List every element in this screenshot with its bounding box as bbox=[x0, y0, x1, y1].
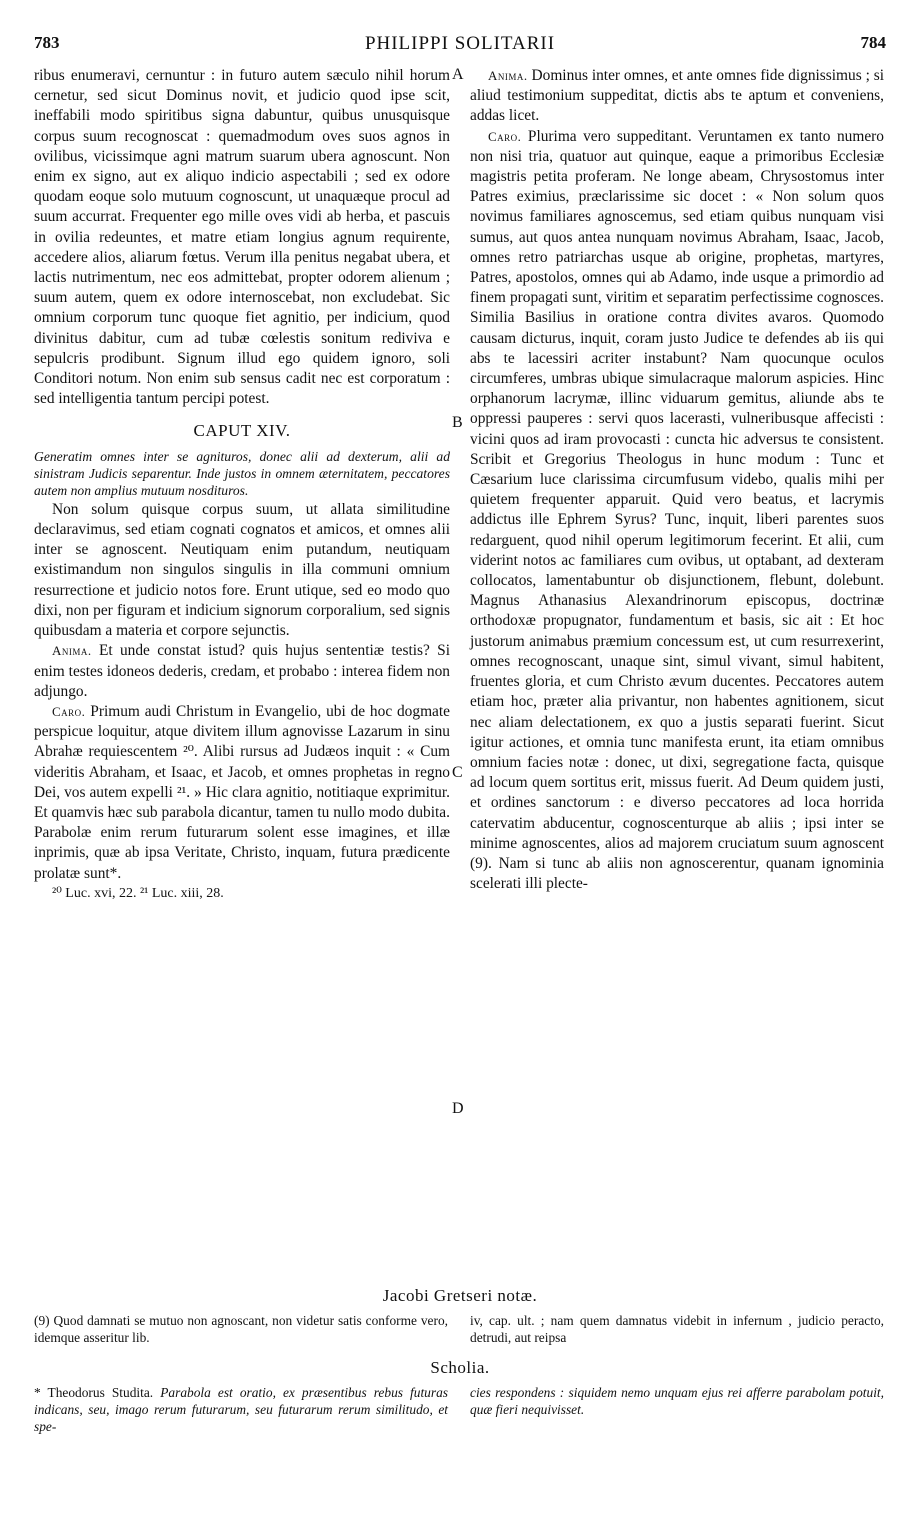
left-paragraph-3-text: Et unde constat istud? quis hujus sententiæ testis? Si enim testes idoneos dederis, credam, et probabo : interea fidem non adjungo. bbox=[34, 642, 450, 700]
page-number-left: 783 bbox=[34, 33, 60, 52]
right-paragraph-1-text: Dominus inter omnes, et ante omnes fide dignissimus ; si aliud testimonium suppeditat, dictis abs te aptum et conveniens, addas licet. bbox=[470, 67, 884, 125]
right-paragraph-1 bbox=[470, 66, 884, 127]
right-paragraph-2-text: Plurima vero suppeditant. Veruntamen ex tanto numero non nisi tria, quatuor aut quinque, eaque a primoribus Ecclesiæ magistris petita proferam. Ne longe abeam, Chrysostomus inter Patres eximius, præclarissime sic docet : « Non solum quos novimus familiares agnoscemus, sed etiam quibus nunquam visi sumus, aut quos antea nunquam novimus Abraham, Isaac, Jacob, omnes retro patriarchas usque ab origine, prophetas, martyres, Patres, apostolos, omnes qui ab Adamo, inde usque a primordio ad finem propagati sunt, viritim et separatim perfectissime cognosces. Similia Basilius in oratione contra divites avaros. Quomodo causam dicturus, inquit, coram justo Judice te defendes ab iis qui abs te lacessiri acriter instabunt? Nam quocunque oculos circumferes, umbras ubique simulacraque malorum aspicies. Hinc orphanorum lacrymæ, illinc viduarum gemitus, aliunde abs te oppressi pauperes : servi quos lacerasti, vulneribusque affecisti : vicini quos ad iram provocasti : cuncta hic adversus te consistent. Scribit et Gregorius Theologus in hunc modum : Tunc et Cæsarium luce clarissima circumfusum videbo, qualis mihi per quietem frequenter apparuit. Quid vero beatus, et lacrymis addictus ille Ephrem Syrus? Tunc, inquit, liberi parentes suos redarguent, quod nihil operum legitimorum fecerint. Et alii, cum viderint notos ac familiares cum ovibus, ut optabant, ad dexteram collocatos, lamentabuntur ob disjunctionem, flebunt, dolebunt. Magnus Athanasius Alexandrinorum episcopus, doctrinæ orthodoxæ propugnator, fundamentum et basis, sic ait : Et hoc justorum animabus præmium concessum est, ut cum resurrexerint, omnes recognoscant, unaque sint, simul vivant, simul habitent, fruentes gloria, et cum Christo ævum ducentes. Peccatores autem etiam hoc, præter alia privantur, non habentes agnitionem, sicut nec aliam delectationem, ex quo a justis separati fuerint. Sicut igitur actiones, et omnia tunc manifesta erunt, ita etiam omnibus omnium facies notæ : donec, ut dixi, segregatione facta, quisque ad locum quem sortitus erit, missus fuerit. Ad Deum quidem justi, et ordines sanctorum : e diverso peccatores ad loca horrida catervatim abducentur, cognoscenturque ab aliis ; ipsi inter se minime agnoscentes, alios ad majorem cruciatum suum agnoscent (9). Nam si tunc ab aliis non agnoscerentur, quanam ignominia scelerati illi plecte- bbox=[470, 127, 884, 893]
right-paragraph-2 bbox=[470, 127, 884, 895]
page-number-right: 784 bbox=[860, 33, 886, 52]
scholia-right: cies respondens : siquidem nemo unquam ejus rei afferre parabolam potuit, quæ fieri nequivisset. bbox=[470, 1385, 884, 1417]
margin-letter-c: C bbox=[452, 764, 463, 781]
speaker-label: Anima. bbox=[52, 643, 92, 659]
left-paragraph-3 bbox=[34, 641, 450, 702]
right-column bbox=[470, 66, 884, 894]
scholia-title: Scholia. bbox=[430, 1358, 490, 1377]
left-column bbox=[34, 66, 450, 904]
chapter-summary: Generatim omnes inter se agnituros, donec alii ad dexterum, alii ad sinistram Judicis separentur. Inde justos in omnem æternitatem, peccatores autem non amplius mutuum nosdituros. bbox=[34, 448, 450, 499]
scholia-left-text: Parabola est oratio, ex præsentibus rebus futuras indicans, seu, imago rerum futurarum, seu futurarum rerum similitudo, et spe- bbox=[34, 1385, 448, 1434]
notes-right: iv, cap. ult. ; nam quem damnatus videbit in infernum , judicio peracto, detrudi, aut reipsa bbox=[470, 1313, 884, 1345]
bible-references: ²⁰ Luc. xvi, 22. ²¹ Luc. xiii, 28. bbox=[52, 885, 224, 901]
scholia-left bbox=[34, 1384, 448, 1435]
running-title: PHILIPPI SOLITARII bbox=[364, 33, 556, 54]
notes-left: (9) Quod damnati se mutuo non agnoscant, non videtur satis conforme vero, idemque asseritur lib. bbox=[34, 1313, 448, 1345]
left-paragraph-4 bbox=[34, 702, 450, 884]
left-paragraph-1: ribus enumeravi, cernuntur : in futuro autem sæculo nihil horum cernetur, sed sicut Dominus novit, et judicio quod ipse scit, ineffabili modo spiritibus signa dabuntur, quibus unusquisque corpus suum recognoscat : quemadmodum oves suos agnos in ovilibus, vicissimque agni matrum suarum ubera agnoscunt. Non enim ex signo, aut ex aliquo indicio aspectabili ; sed ex odore quodam eoque solo mutuum cognoscunt, ut unaquæque procul ad suum accurrat. Frequenter ego mille oves vidi ab herba, et pascuis in ovilia redeuntes, et matre etiam longius agnum requirente, accedere alios, aliarum fœtus. Verum illa penitus negabat ubera, et lactis nutrimentum, nec eos admittebat, propter odorem alienum ; suum autem, quem ex odore internoscebat, non excludebat. Sic omnium corporum tunc quoque fiet agnitio, per indicium, quod divinitus dabitur, cum ad tubæ cœlestis sonitum rediviva e sepulcris prodibunt. Signum illud ego quidem ignoro, soli Conditori notum. Non enim sub sensus cadit nec est corporatum : sed intelligentia tantum percipi potest. bbox=[34, 67, 450, 408]
scholia-lead: * Theodorus Studita. bbox=[34, 1385, 154, 1400]
left-paragraph-4-text: Primum audi Christum in Evangelio, ubi de hoc dogmate perspicue loquitur, atque divitem illum agnovisse Lazarum in sinu Abrahæ requiescentem ²⁰. Alibi rursus ad Judæos inquit : « Cum videritis Abraham, et Isaac, et Jacob, et omnes prophetas in regno Dei, vos autem expelli ²¹. » Hic clara agnitio, notitiaque exprimitur. Et quamvis hæc sub parabola dicantur, tamen tu nullo modo dubita. Parabolæ enim rerum futurarum solent esse imagines, et illæ inprimis, quæ ab ipsa Veritate, Christo, inquam, futura prædicente prolatæ sunt*. bbox=[34, 702, 450, 882]
speaker-label: Caro. bbox=[52, 703, 86, 719]
chapter-title: CAPUT XIV. bbox=[193, 421, 291, 441]
margin-letter-a: A bbox=[452, 66, 464, 83]
speaker-label: Anima. bbox=[488, 68, 528, 83]
page-header bbox=[34, 33, 886, 63]
margin-letter-d: D bbox=[452, 1100, 464, 1117]
left-paragraph-2: Non solum quisque corpus suum, ut allata similitudine declaravimus, sed etiam cognati cognatos et amicos, et omnes alii inter se agnoscent. Neutiquam enim putandum, neutiquam existimandum non singulos singulis in illa communi omnium resurrectione et judicio notos fore. Erunt utique, sed eo modo quo dixi, non per figuram et indicium signorum corporalium, sed signis quibusdam a materia et corpore sejunctis. bbox=[34, 500, 450, 640]
margin-letter-b: B bbox=[452, 414, 463, 431]
notes-title: Jacobi Gretseri notæ. bbox=[382, 1286, 538, 1305]
speaker-label: Caro. bbox=[488, 128, 522, 144]
